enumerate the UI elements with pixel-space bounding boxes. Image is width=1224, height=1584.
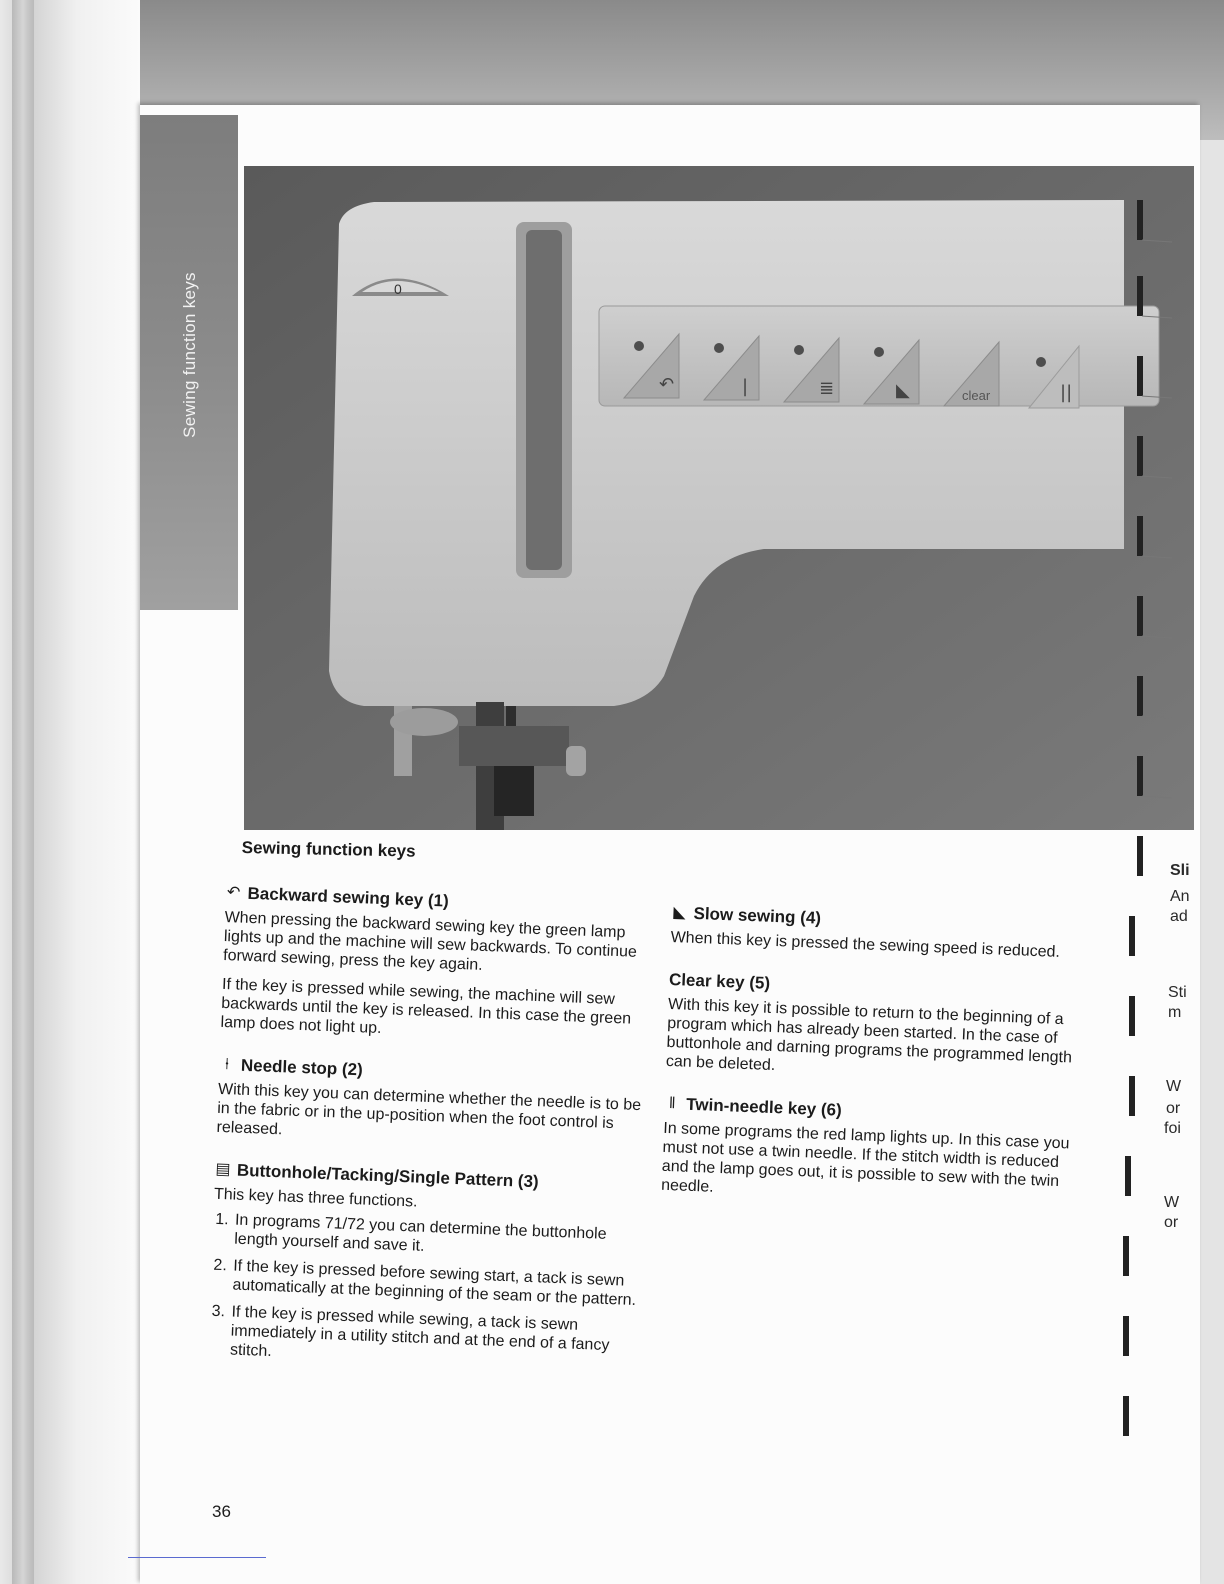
list-item: 1. In programs 71/72 you can determine the buttonhole length yourself and save it.: [232, 1211, 653, 1265]
key-3-symbol: ≣: [819, 378, 835, 399]
edge-fragment-2: An: [1170, 888, 1190, 905]
thread-slot-inner: [526, 230, 562, 570]
scan-binding-shadow: [12, 0, 34, 1584]
side-tab-label-wrap: [150, 120, 230, 590]
buttonhole-icon: ▤: [215, 1160, 231, 1179]
page-number: 36: [212, 1502, 231, 1521]
figure-caption: Sewing function keys: [241, 838, 416, 861]
edge-fragment-6: W: [1166, 1078, 1182, 1095]
machine-photo: [244, 166, 1194, 830]
section-buttonhole-intro: This key has three functions.: [213, 1185, 418, 1211]
section-backward: [220, 882, 665, 1049]
slow-sewing-icon: ◣: [673, 904, 687, 922]
left-column: [207, 882, 666, 1398]
edge-fragment-8: foi: [1164, 1120, 1181, 1137]
key-2-symbol: |: [742, 376, 749, 397]
tension-dial-mark: 0: [394, 281, 402, 297]
section-needle-stop-heading: Needle stop (2): [240, 1055, 364, 1080]
backward-sewing-icon: ↶: [226, 884, 241, 902]
edge-fragment-10: or: [1164, 1214, 1179, 1231]
section-needle-stop-p1: With this key you can determine whether the needle is to be in the fabric or in the up-position when the foot control is released.: [216, 1080, 642, 1139]
section-twin-heading: Twin-needle key (6): [685, 1094, 843, 1120]
needle-stop-icon: ⍿: [224, 1056, 230, 1074]
right-column: [660, 902, 1092, 1233]
side-tab-label: Sewing function keys: [180, 272, 200, 438]
key-1-symbol: ↶: [659, 374, 675, 395]
section-slow-p1: When this key is pressed the sewing speed is reduced.: [670, 928, 1061, 961]
section-backward-p2: If the key is pressed while sewing, the machine will sew backwards until the key is released. In this case the green lamp does not light up.: [220, 975, 632, 1038]
machine-illustration: [244, 166, 1194, 830]
section-buttonhole: [208, 1159, 655, 1376]
twin-needle-icon: ‖: [668, 1095, 676, 1113]
section-clear-heading: Clear key (5): [668, 969, 771, 993]
section-backward-p1: When pressing the backward sewing key the green lamp lights up and the machine will sew backwards. To continue forward sewing, press the key again.: [222, 908, 638, 974]
section-twin: [661, 1093, 1085, 1211]
section-twin-p1: In some programs the red lamp lights up. In this case you must not use a twin needle. If the stitch width is reduced and the lamp goes out, it is possible to sew with the twin needle.: [660, 1119, 1070, 1196]
edge-fragment-9: W: [1164, 1194, 1180, 1211]
key-4-symbol: ◣: [896, 380, 910, 401]
key-5-symbol: clear: [962, 388, 991, 403]
section-slow-heading: Slow sewing (4): [693, 903, 822, 928]
list-item: 3. If the key is pressed while sewing, a tack is sewn immediately in a utility stitch and at the end of a fancy stitch.: [228, 1302, 650, 1375]
edge-fragment-4: Sti: [1168, 984, 1187, 1001]
section-clear-p1: With this key it is possible to return to the beginning of a program which has already been started. In the case of buttonhole and darning programs the programmed length can be deleted.: [665, 995, 1073, 1075]
section-needle-stop: [216, 1054, 659, 1154]
edge-fragment-5: m: [1168, 1004, 1182, 1021]
edge-fragment-7: or: [1166, 1100, 1181, 1117]
edge-fragment-3: ad: [1170, 908, 1188, 925]
section-buttonhole-list: [208, 1210, 653, 1376]
spiral-binding: [1112, 180, 1202, 1520]
section-backward-heading: Backward sewing key (1): [247, 883, 450, 911]
section-buttonhole-heading: Buttonhole/Tacking/Single Pattern (3): [236, 1160, 540, 1192]
key-6-symbol: ||: [1060, 382, 1073, 403]
edge-fragment-1: Sli: [1170, 862, 1190, 879]
list-item: 2. If the key is pressed before sewing start, a tack is sewn automatically at the beginning of the seam or the pattern.: [230, 1256, 651, 1310]
scan-edge-line: [128, 1557, 266, 1558]
section-clear: [666, 969, 1090, 1087]
